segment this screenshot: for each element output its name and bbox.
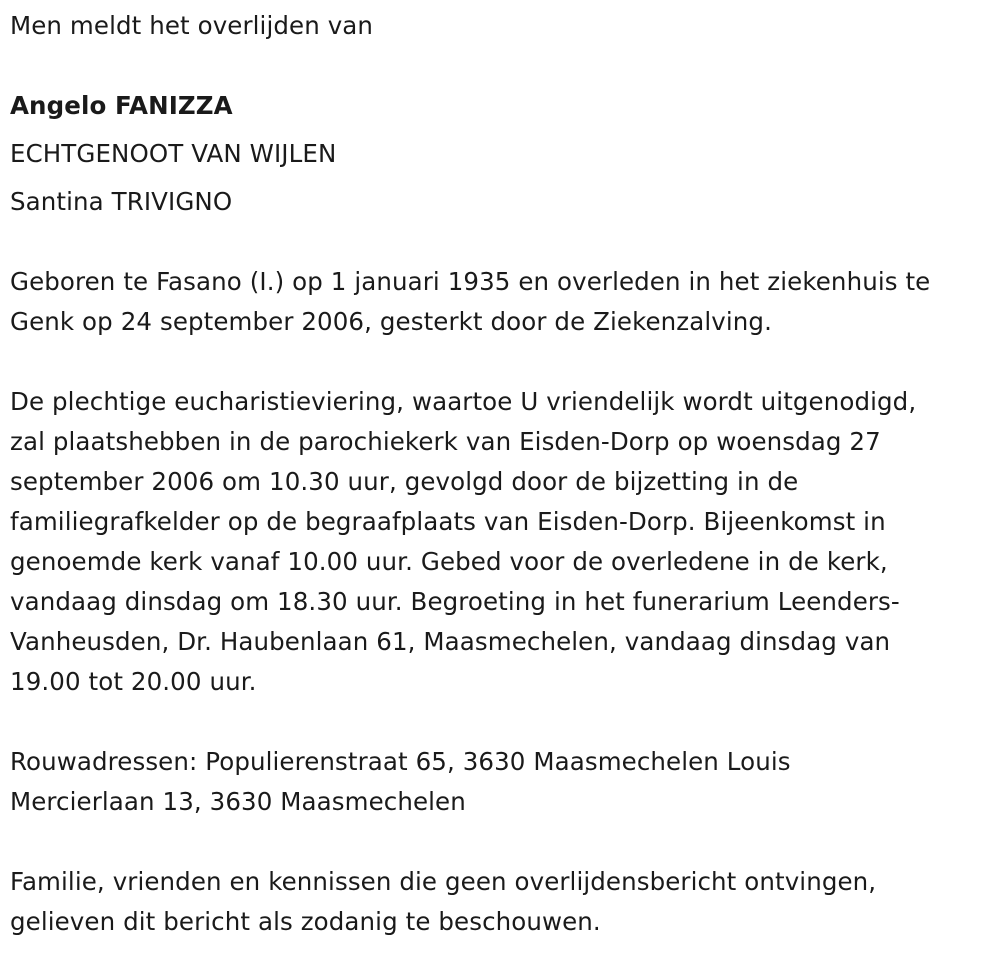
paragraph-line: zal plaatshebben in de parochiekerk van Eisden-Dorp op woensdag 27 bbox=[10, 427, 881, 456]
paragraph-line: familiegrafkelder op de begraafplaats van Eisden-Dorp. Bijeenkomst in bbox=[10, 507, 886, 536]
addresses-paragraph bbox=[10, 742, 791, 822]
spouse-relation: ECHTGENOOT VAN WIJLEN bbox=[10, 139, 337, 168]
spouse-name: Santina TRIVIGNO bbox=[10, 187, 233, 216]
paragraph-line: Mercierlaan 13, 3630 Maasmechelen bbox=[10, 787, 466, 816]
paragraph-line: vandaag dinsdag om 18.30 uur. Begroeting in het funerarium Leenders- bbox=[10, 587, 900, 616]
birth-death-paragraph bbox=[10, 262, 930, 342]
deceased-name: Angelo FANIZZA bbox=[10, 91, 233, 120]
closing-paragraph bbox=[10, 862, 876, 942]
paragraph-line: Familie, vrienden en kennissen die geen overlijdensbericht ontvingen, bbox=[10, 867, 877, 896]
paragraph-line: De plechtige eucharistieviering, waartoe U vriendelijk wordt uitgenodigd, bbox=[10, 387, 917, 416]
paragraph-line: 19.00 tot 20.00 uur. bbox=[10, 667, 257, 696]
paragraph-line: september 2006 om 10.30 uur, gevolgd door de bijzetting in de bbox=[10, 467, 799, 496]
paragraph-line: Genk op 24 september 2006, gesterkt door de Ziekenzalving. bbox=[10, 307, 772, 336]
paragraph-line: genoemde kerk vanaf 10.00 uur. Gebed voor de overledene in de kerk, bbox=[10, 547, 888, 576]
ceremony-paragraph bbox=[10, 382, 916, 702]
intro-line: Men meldt het overlijden van bbox=[10, 11, 374, 40]
paragraph-line: Geboren te Fasano (I.) op 1 januari 1935 en overleden in het ziekenhuis te bbox=[10, 267, 931, 296]
paragraph-line: gelieven dit bericht als zodanig te beschouwen. bbox=[10, 907, 601, 936]
paragraph-line: Vanheusden, Dr. Haubenlaan 61, Maasmechelen, vandaag dinsdag van bbox=[10, 627, 891, 656]
paragraph-line: Rouwadressen: Populierenstraat 65, 3630 Maasmechelen Louis bbox=[10, 747, 791, 776]
